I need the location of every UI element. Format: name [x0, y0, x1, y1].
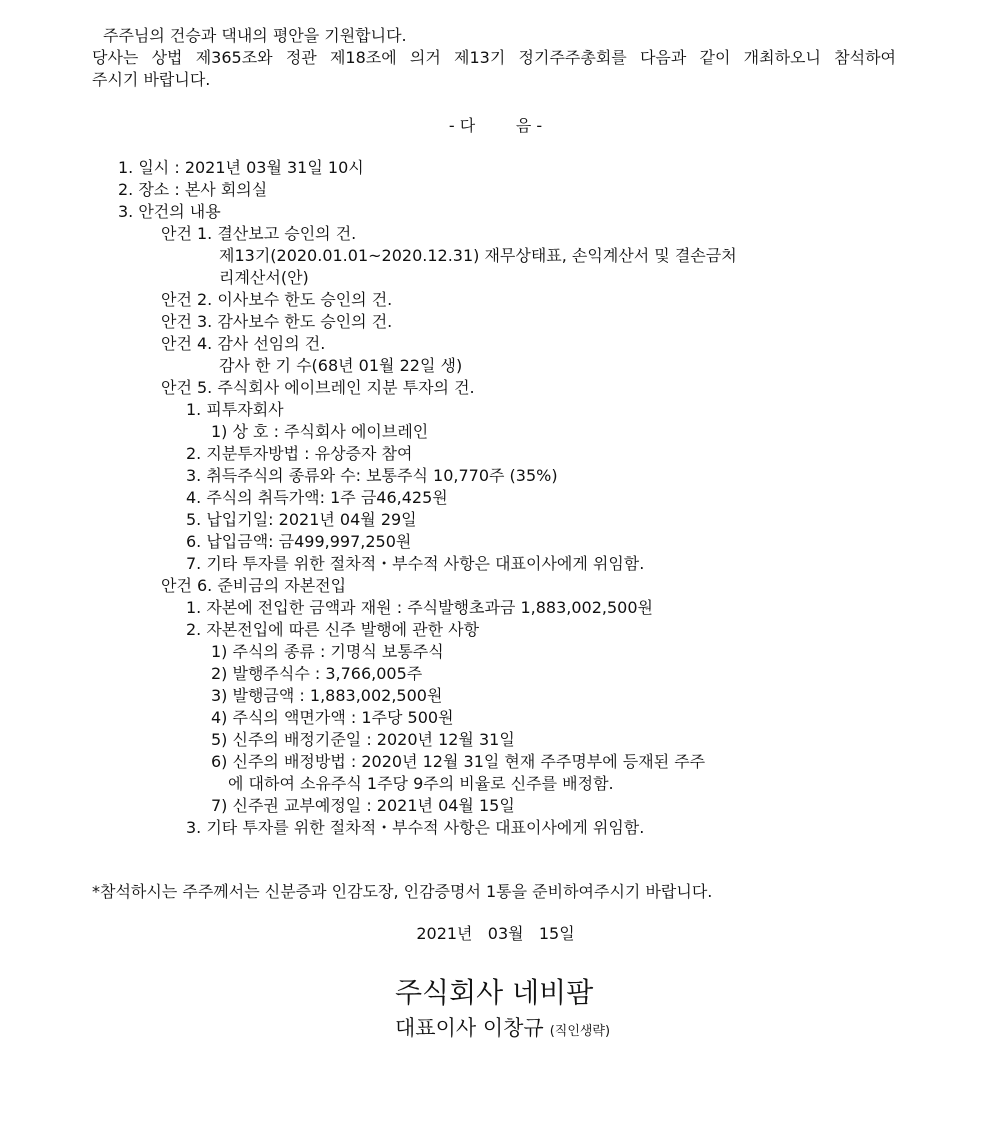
agenda-6-subitem: 2) 발행주식수 : 3,766,005주 — [211, 664, 423, 683]
agenda-6-subitem: 5) 신주의 배정기준일 : 2020년 12월 31일 — [211, 730, 515, 749]
item-agenda-contents: 3. 안건의 내용 — [118, 202, 221, 221]
agenda-5-item: 2. 지분투자방법 : 유상증자 참여 — [186, 444, 413, 463]
greeting-line: 주주님의 건승과 댁내의 평안을 기원합니다. — [103, 26, 407, 45]
representative-name: 대표이사 이창규 — [395, 1016, 544, 1040]
agenda-6-item: 2. 자본전입에 따른 신주 발행에 관한 사항 — [186, 620, 480, 639]
agenda-5-subitem: 1) 상 호 : 주식회사 에이브레인 — [211, 422, 429, 441]
section-heading: - 다 음 - — [448, 116, 543, 135]
agenda-2: 안건 2. 이사보수 한도 승인의 건. — [161, 290, 393, 309]
agenda-6-subitem-cont: 에 대하여 소유주식 1주당 9주의 비율로 신주를 배정함. — [228, 774, 614, 793]
item-datetime: 1. 일시 : 2021년 03월 31일 10시 — [118, 158, 364, 177]
attendance-note: *참석하시는 주주께서는 신분증과 인감도장, 인감증명서 1통을 준비하여주시기 바랍니다. — [92, 882, 713, 901]
agenda-6-subitem: 4) 주식의 액면가액 : 1주당 500원 — [211, 708, 454, 727]
agenda-6-subitem: 6) 신주의 배정방법 : 2020년 12월 31일 현재 주주명부에 등재된 주주 — [211, 752, 706, 771]
intro-line-end: 주시기 바랍니다. — [92, 70, 211, 89]
agenda-5-item: 5. 납입기일: 2021년 04월 29일 — [186, 510, 417, 529]
agenda-6-subitem: 3) 발행금액 : 1,883,002,500원 — [211, 686, 443, 705]
agenda-5-item: 1. 피투자회사 — [186, 400, 284, 419]
agenda-3: 안건 3. 감사보수 한도 승인의 건. — [161, 312, 393, 331]
agenda-6-item: 3. 기타 투자를 위한 절차적・부수적 사항은 대표이사에게 위임함. — [186, 818, 645, 837]
agenda-5-item: 4. 주식의 취득가액: 1주 금46,425원 — [186, 488, 448, 507]
item-location: 2. 장소 : 본사 회의실 — [118, 180, 268, 199]
agenda-6-subitem: 7) 신주권 교부예정일 : 2021년 04월 15일 — [211, 796, 515, 815]
agenda-6-subitem: 1) 주식의 종류 : 기명식 보통주식 — [211, 642, 444, 661]
agenda-4-detail: 감사 한 기 수(68년 01월 22일 생) — [219, 356, 463, 375]
agenda-1-detail: 제13기(2020.01.01~2020.12.31) 재무상태표, 손익계산서 및 결손금처 — [219, 246, 737, 265]
document-date: 2021년 03월 15일 — [416, 924, 575, 943]
agenda-5-item: 6. 납입금액: 금499,997,250원 — [186, 532, 412, 551]
agenda-6: 안건 6. 준비금의 자본전입 — [161, 576, 347, 595]
intro-line: 당사는 상법 제365조와 정관 제18조에 의거 제13기 정기주주총회를 다음과 같이 개최하오니 참석하여 — [92, 48, 896, 67]
agenda-5: 안건 5. 주식회사 에이브레인 지분 투자의 건. — [161, 378, 475, 397]
agenda-5-item: 3. 취득주식의 종류와 수: 보통주식 10,770주 (35%) — [186, 466, 558, 485]
company-name: 주식회사 네비팜 — [395, 976, 594, 1009]
agenda-4: 안건 4. 감사 선임의 건. — [161, 334, 326, 353]
agenda-5-item: 7. 기타 투자를 위한 절차적・부수적 사항은 대표이사에게 위임함. — [186, 554, 645, 573]
agenda-1-detail-cont: 리계산서(안) — [219, 268, 309, 287]
seal-omitted-note: (직인생략) — [549, 1024, 611, 1039]
agenda-6-item: 1. 자본에 전입한 금액과 재원 : 주식발행초과금 1,883,002,500원 — [186, 598, 653, 617]
representative-line — [395, 1013, 610, 1047]
agenda-1: 안건 1. 결산보고 승인의 건. — [161, 224, 357, 243]
